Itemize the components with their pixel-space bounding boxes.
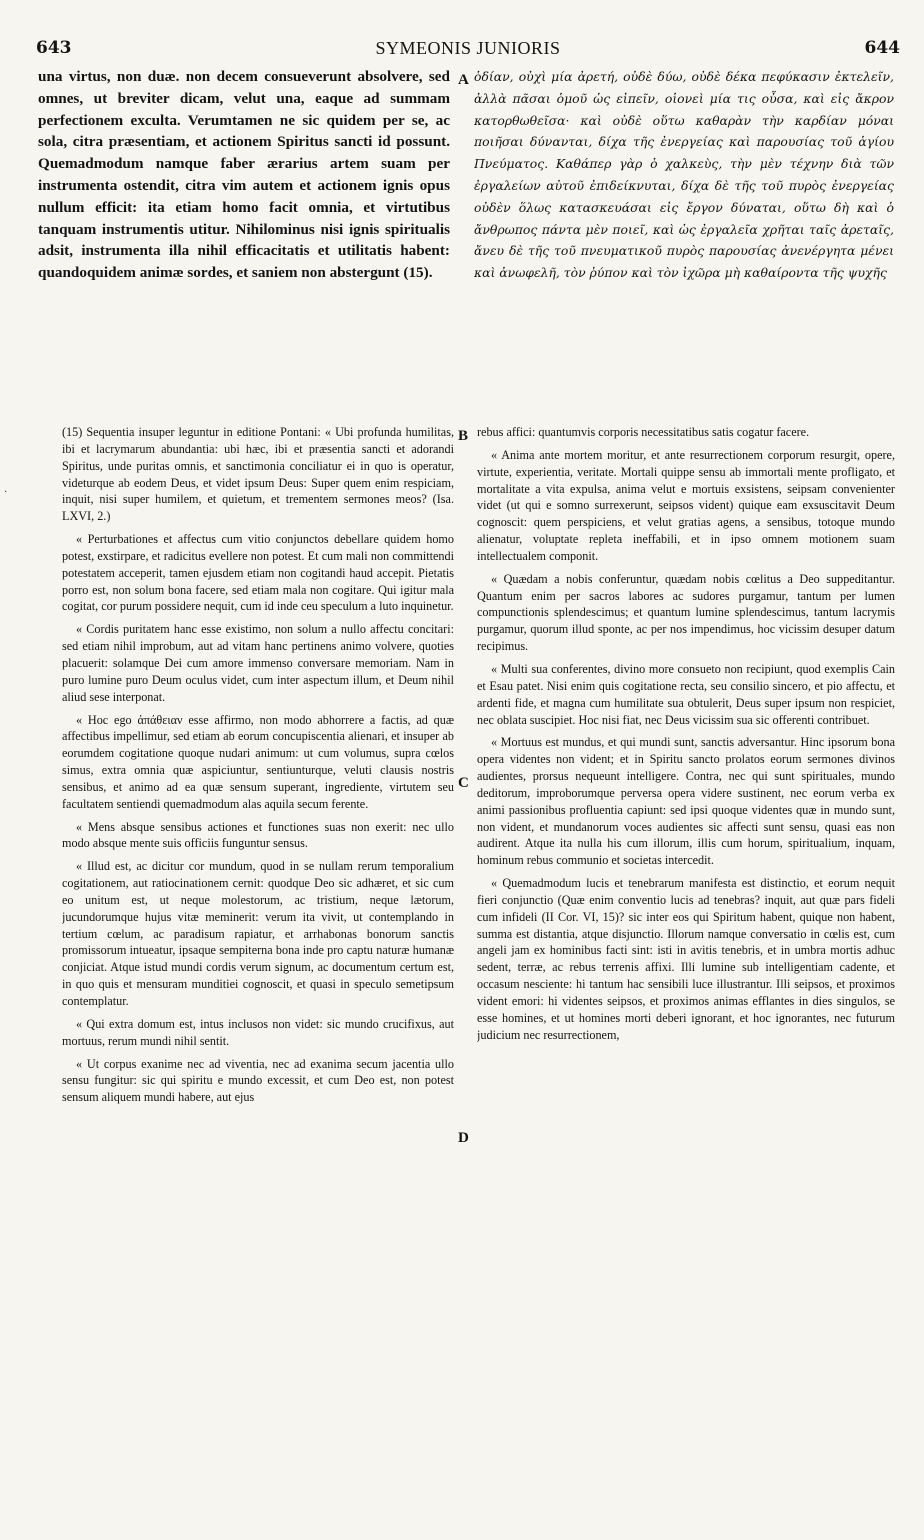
stray-mark: . [4, 484, 8, 495]
note-paragraph: « Mortuus est mundus, et qui mundi sunt, sanctis adversantur. Hinc ipsorum bona opera videntes non vident; et in Spiritu sancto prolatos eorum sermones divinos audientes, prorsus nequeunt intelligere. Contra, nec qui sunt spirituales, mundo deditorum, improborumque perversa opera videre sustinent, nec eorum verba ex animi passionibus profluentia capiunt: sed ipsi quoque videntes quæ in mundo sunt, non vident, et mundanorum voces audientes sic affecti sunt sensu, quasi eas non audirent. Atque ita nulla his cum illorum, illis cum horum, spiritualium, inquam, hominum rebus communio et societas intercedit. [477, 735, 895, 868]
running-title: SYMEONIS JUNIORIS [375, 38, 561, 58]
note-paragraph: rebus affici: quantumvis corporis necessitatibus satis cogatur facere. [477, 425, 810, 439]
note-paragraph: « Quædam a nobis conferuntur, quædam nobis cœlitus a Deo suppeditantur. Quantum enim per sacros labores ac sudores purgamur, tantum per lumen compunctionis splendescimus; et quantum lumine splendescimus, tantum lacrymis purgamur, quorum illud sponte, ac per nos impendimus, hoc vicissim desuper datum recipimus. [477, 571, 895, 654]
note-paragraph: « Qui extra domum est, intus inclusos non videt: sic mundo crucifixus, aut mortuus, rerum mundi nihil sentit. [62, 1016, 454, 1048]
note-paragraph: « Hoc ego ἀπάθειαν esse affirmo, non modo abhorrere a factis, ad quæ affectibus impellimur, sed etiam ab eorum concupiscentia alienari, et insuper ab eorumdem cogitatione quoque nudari animum: ut cum volumus, supra cœlos simus, extra omnia quæ aspiciuntur, sentiunturque, veluti clausis nostris sensibus, et animo ad ea quæ sensum superant, ingrediente, virtutem seu facultatem sentiendi quemadmodum alas aquila secum ferente. [62, 712, 454, 811]
footnote-column-left [62, 424, 454, 1106]
note-paragraph: « Ut corpus exanime nec ad viventia, nec ad exanima secum jacentia ullo sensu fungitur: sic qui spiritu e mundo excessit, et cum Deo est, non potest sensum aliquem mundi habere, aut ejus [62, 1056, 454, 1105]
note-paragraph: « Mens absque sensibus actiones et functiones suas non exerit: nec ullo modo absque mente suis officiis funguntur sensus. [62, 819, 454, 851]
greek-column-top: ὁδίαν, οὐχὶ μία ἀρετή, οὐδὲ δύω, οὐδὲ δέκα πεφύκασιν ἐκτελεῖν, ἀλλὰ πᾶσαι ὁμοῦ ὡς εἰπεῖν, οἱονεὶ μία τις οὖσα, καὶ εἰς ἄκρον κατορθωθεῖσα· καὶ οὐδὲ οὕτω καθαρὰν τὴν καρδίαν μόναι ποιῆσαι δύνανται, δίχα τῆς ἐνεργείας καὶ παρουσίας τοῦ ἁγίου Πνεύματος. Καθάπερ γὰρ ὁ χαλκεὺς, τὴν μὲν τέχνην διὰ τῶν ἐργαλείων αὐτοῦ ἐπιδείκνυται, δίχα δὲ τῆς τοῦ πυρὸς ἐνεργείας οὐδὲν ὅλως κατασκευάσαι εἰς ἔργον δύναται, οὕτω δὴ καὶ ὁ ἄνθρωπος πάντα μὲν ποιεῖ, καὶ ὡς ἐργαλεῖα χρῆται ταῖς ἀρεταῖς, ἄνευ δὲ τῆς τοῦ πνευματικοῦ πυρὸς παρουσίας ἀνενέργητα μένει καὶ ἀνωφελῆ, τὸν ῥύπον καὶ τὸν ἰχῶρα μὴ καθαίροντα τῆς ψυχῆς [474, 69, 894, 281]
note-paragraph: (15) Sequentia insuper leguntur in editione Pontani: « Ubi profunda humilitas, ibi et lacrymarum abundantia: ubi hæc, ibi et præsentia sancti et adorandi Spiritus, unde puritas omnis, et sanctimonia conciliatur ei in quo is operatur, videturque ab eodem Deus, et videt ipsum Deus: Super quem enim respiciam, inquit, nisi super humilem, et quietum, et trementem sermones meos? (Isa. LXVI, 2.) [62, 425, 454, 524]
margin-mark-a: A [458, 72, 469, 88]
margin-mark-c: C [458, 775, 469, 791]
note-paragraph: « Cordis puritatem hanc esse existimo, non solum a nullo affectu concitari: sed etiam nihil improbum, aut ad vitam hanc pertinens animo volvere, quoties placuerit: solamque Dei cum amore immenso conversare memoriam. Nam in puro lumine puro Deum oculus videt, cum inter aspectum illum, et Deum nihil aliud sese interponat. [62, 622, 454, 704]
page-number-right: 644 [864, 38, 900, 58]
note-paragraph: « Quemadmodum lucis et tenebrarum manifesta est distinctio, et eorum nequit fieri conjunctio (Quæ enim conventio lucis ad tenebras? inquit, aut quæ pars fideli cum infideli (II Cor. VI, 15)? sic inter eos qui Spiritum habent, quique non habent, summa est distantia, atque disjunctio. Illorum namque conversatio in cœlis est, cum angeli jam ex hominibus facti sint: isti in avitis tenebris, et in umbra mortis adhuc sedent, terræ, ac rebus terrenis affixi. Illi lumine sub intelligentiam cadente, et occasum nesciente: hi tantum hac sensibili luce illustrantur. Illi seipsos, et proximos vident emori: hi videntes seipsos, et proximos animas efflantes in dies singulos, se esse homines, et ut homines morti deberi ignorant, et hoc ignorantes, nec futurum judicium nec resurrectionem, [477, 876, 895, 1042]
note-paragraph: « Multi sua conferentes, divino more consueto non recipiunt, quod exemplis Cain et Esau patet. Nisi enim quis cogitatione recta, seu consilio sincero, et pio affectu, et ardenti fide, et magna cum humilitate sua obtulerit, Deus super ipsum non respiciet, nec oblata suscipiet. Hoc nisi fiat, nec Deus vicissim sua sic offerenti contribuet. [477, 661, 895, 727]
page-number-left: 643 [36, 38, 72, 58]
note-paragraph: « Illud est, ac dicitur cor mundum, quod in se nullam rerum temporalium cogitationem, aut ratiocinationem cernit: quodque Deo sic adhæret, et sic cum eo unitum est, ut neque molestorum, ac tristium, neque lætorum, jucundorumque hujus vitæ meminerit: verum ita vivit, ut contemplando in tertium cœlum, ac paradisum rapiatur, et arrhabonas bonorum sanctis promissorum intueatur, ipsaque sempiterna bona inde pro captu naturæ humanæ conjiciat. Atque istud mundi cordis verum signum, ac documentum certum est, in quo quis et mensuram munditiei cognoscit, et quasi in speculo semetipsum contemplatur. [62, 859, 454, 1008]
running-header [36, 38, 900, 60]
note-paragraph: « Perturbationes et affectus cum vitio conjunctos debellare quidem homo potest, exstirpare, et radicitus evellere non potest. Et cum mali non committendi potestatem acceperit, tamen ejusdem etiam non cogitandi haud accepit. Pietatis porro est, non solum bona facere, sed etiam mala non cogitare. Qui igitur mala cogitat, cor purum possidere nequit, cum id inde ceu speculum a luto inquinetur. [62, 532, 454, 614]
margin-mark-b: B [458, 428, 469, 444]
footnote-column-right [477, 424, 895, 1044]
latin-column-top: una virtus, non duæ. non decem consueverunt absolvere, sed omnes, ut breviter dicam, velut una, eaque ad summam perfectionem exculta. Verumtamen ne sic quidem per se, ac sola, citra præsentiam, et actionem Spiritus sancti id possunt. Quemadmodum namque faber ærarius artem suam per instrumenta ostendit, citra vim autem et actionem ignis opus nullum efficit: ita etiam homo facit omnia, et virtutibus tanquam instrumentis utitur. Nihilominus nisi ignis spiritualis adsit, instrumenta illa nihil efficacitatis et utilitatis habent: quandoquidem animæ sordes, et saniem non abstergunt (15). [38, 68, 450, 282]
margin-mark-d: D [458, 1130, 469, 1146]
note-paragraph: « Anima ante mortem moritur, et ante resurrectionem corporum resurgit, opere, virtute, experientia, veritate. Mortali quippe sensu ab immortali mente profligato, et mortalitate a vita expulsa, anima velut e mortuis exsistens, seipsam convenienter videt (ut qui e somno surrexerunt, seipsos vident) quique eam exsuscitavit Deum cognoscit: quem perspiciens, et velut gratias agens, a sensibus, totoque mundo alienatur, voluptate repleta ineffabili, et in ipso omnem motionem suam intellectualem componit. [477, 447, 895, 563]
